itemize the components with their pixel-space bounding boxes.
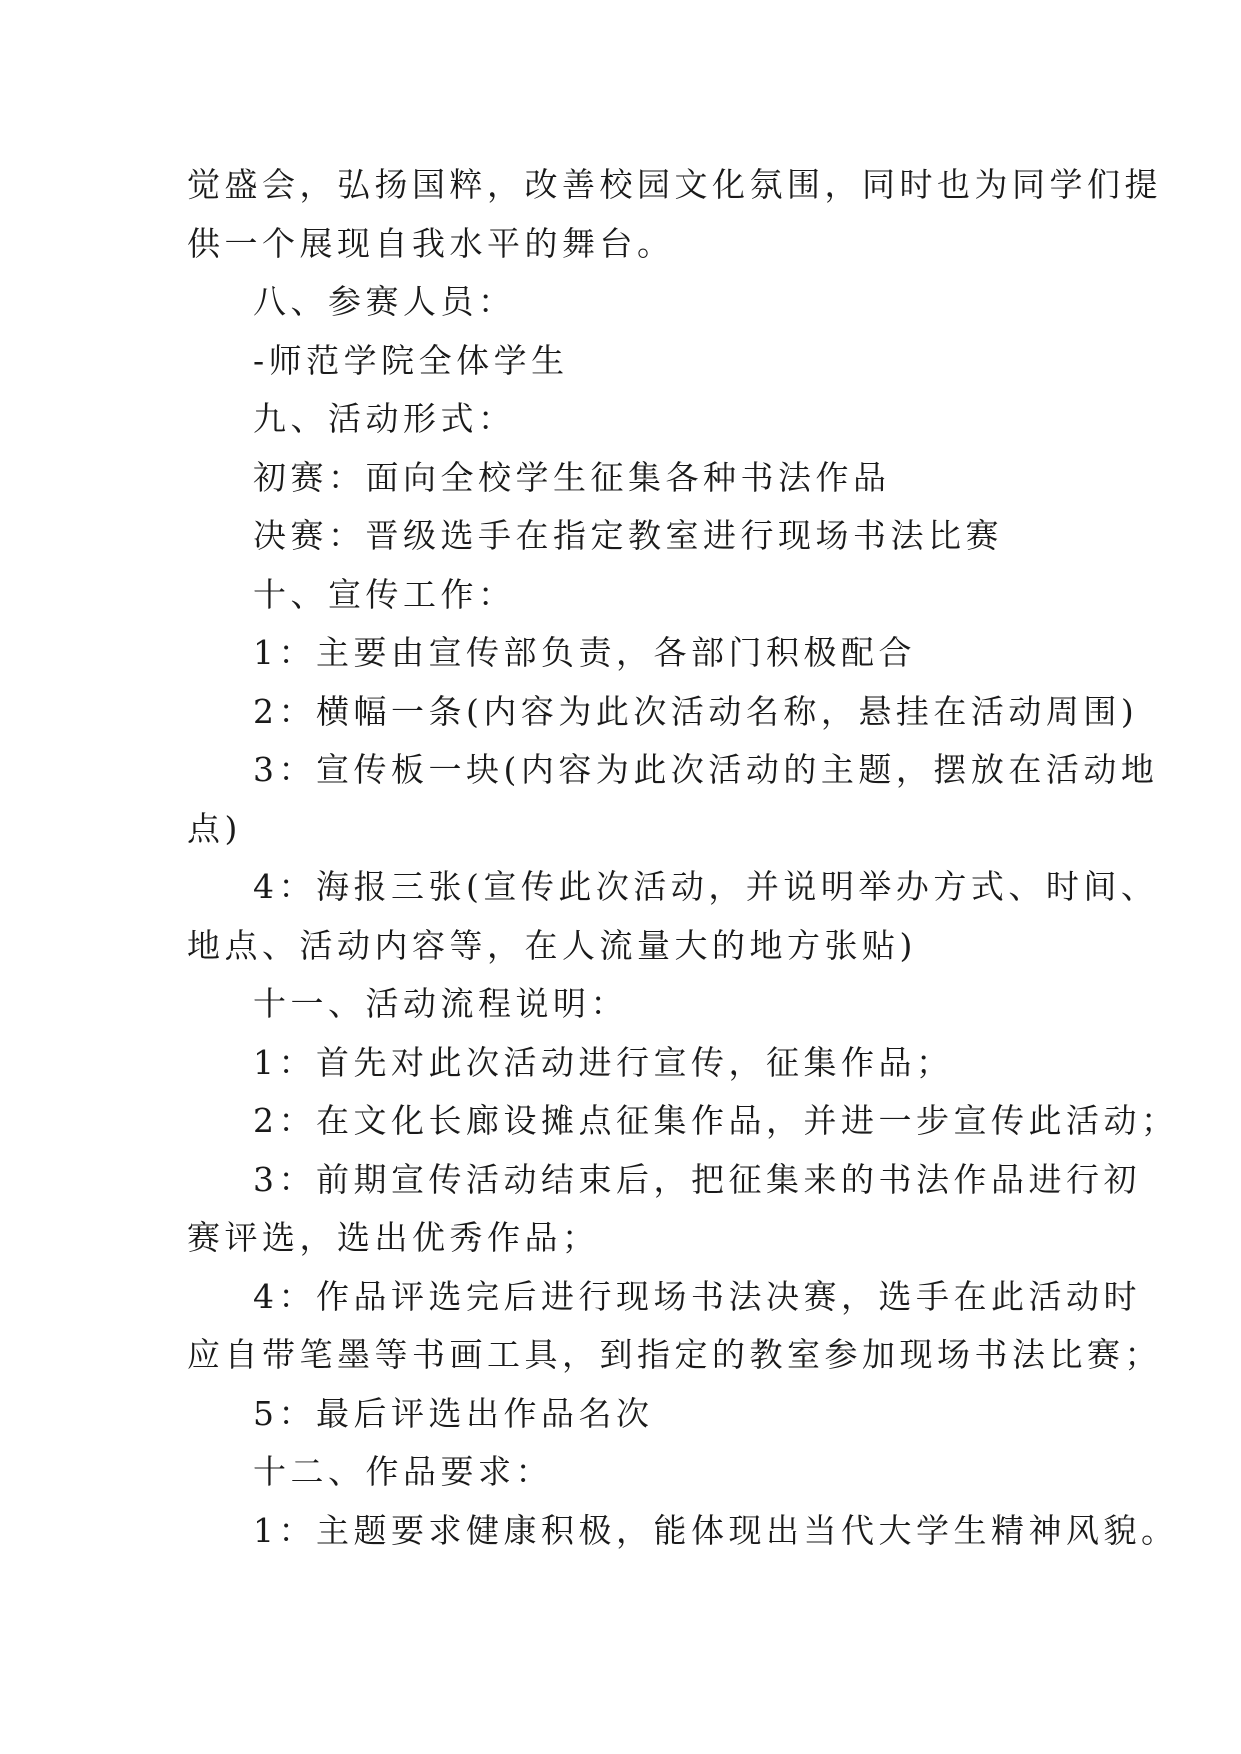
list-item: 1：首先对此次活动进行宣传，征集作品； (253, 1042, 954, 1082)
list-item: 2：在文化长廊设摊点征集作品，并进一步宣传此活动； (253, 1101, 1179, 1140)
list-item: 1：主要由宣传部负责，各部门积极配合 (253, 633, 916, 672)
paragraph-line: 决赛：晋级选手在指定教室进行现场书法比赛 (253, 516, 1003, 555)
section-heading: 九、活动形式： (253, 399, 516, 438)
section-heading: 八、参赛人员： (253, 282, 516, 321)
list-item-continuation: 点) (187, 808, 242, 848)
list-item: 4：作品评选完后进行现场书法决赛，选手在此活动时 (253, 1276, 1141, 1316)
list-item: 4：海报三张(宣传此次活动，并说明举办方式、时间、 (253, 867, 1159, 906)
section-heading: 十、宣传工作： (253, 574, 516, 614)
list-item: 3：宣传板一块(内容为此次活动的主题，摆放在活动地 (253, 750, 1159, 789)
paragraph-line: 初赛：面向全校学生征集各种书法作品 (253, 457, 891, 497)
list-item: 1：主题要求健康积极，能体现出当代大学生精神风貌。 (253, 1510, 1179, 1550)
paragraph-line: 觉盛会，弘扬国粹，改善校园文化氛围，同时也为同学们提 (187, 165, 1162, 204)
list-item: 3：前期宣传活动结束后，把征集来的书法作品进行初 (253, 1159, 1141, 1199)
paragraph-line: -师范学院全体学生 (253, 340, 569, 380)
section-heading: 十二、作品要求： (253, 1452, 553, 1491)
list-item: 2：横幅一条(内容为此次活动名称，悬挂在活动周围) (253, 691, 1139, 731)
list-item-continuation: 应自带笔墨等书画工具，到指定的教室参加现场书法比赛； (187, 1335, 1162, 1374)
list-item-continuation: 地点、活动内容等，在人流量大的地方张贴) (187, 925, 917, 965)
document-body (187, 156, 1179, 1560)
list-item: 5：最后评选出作品名次 (253, 1393, 654, 1433)
list-item-continuation: 赛评选，选出优秀作品； (187, 1218, 600, 1257)
paragraph-line: 供一个展现自我水平的舞台。 (187, 223, 675, 263)
section-heading: 十一、活动流程说明： (253, 984, 628, 1023)
